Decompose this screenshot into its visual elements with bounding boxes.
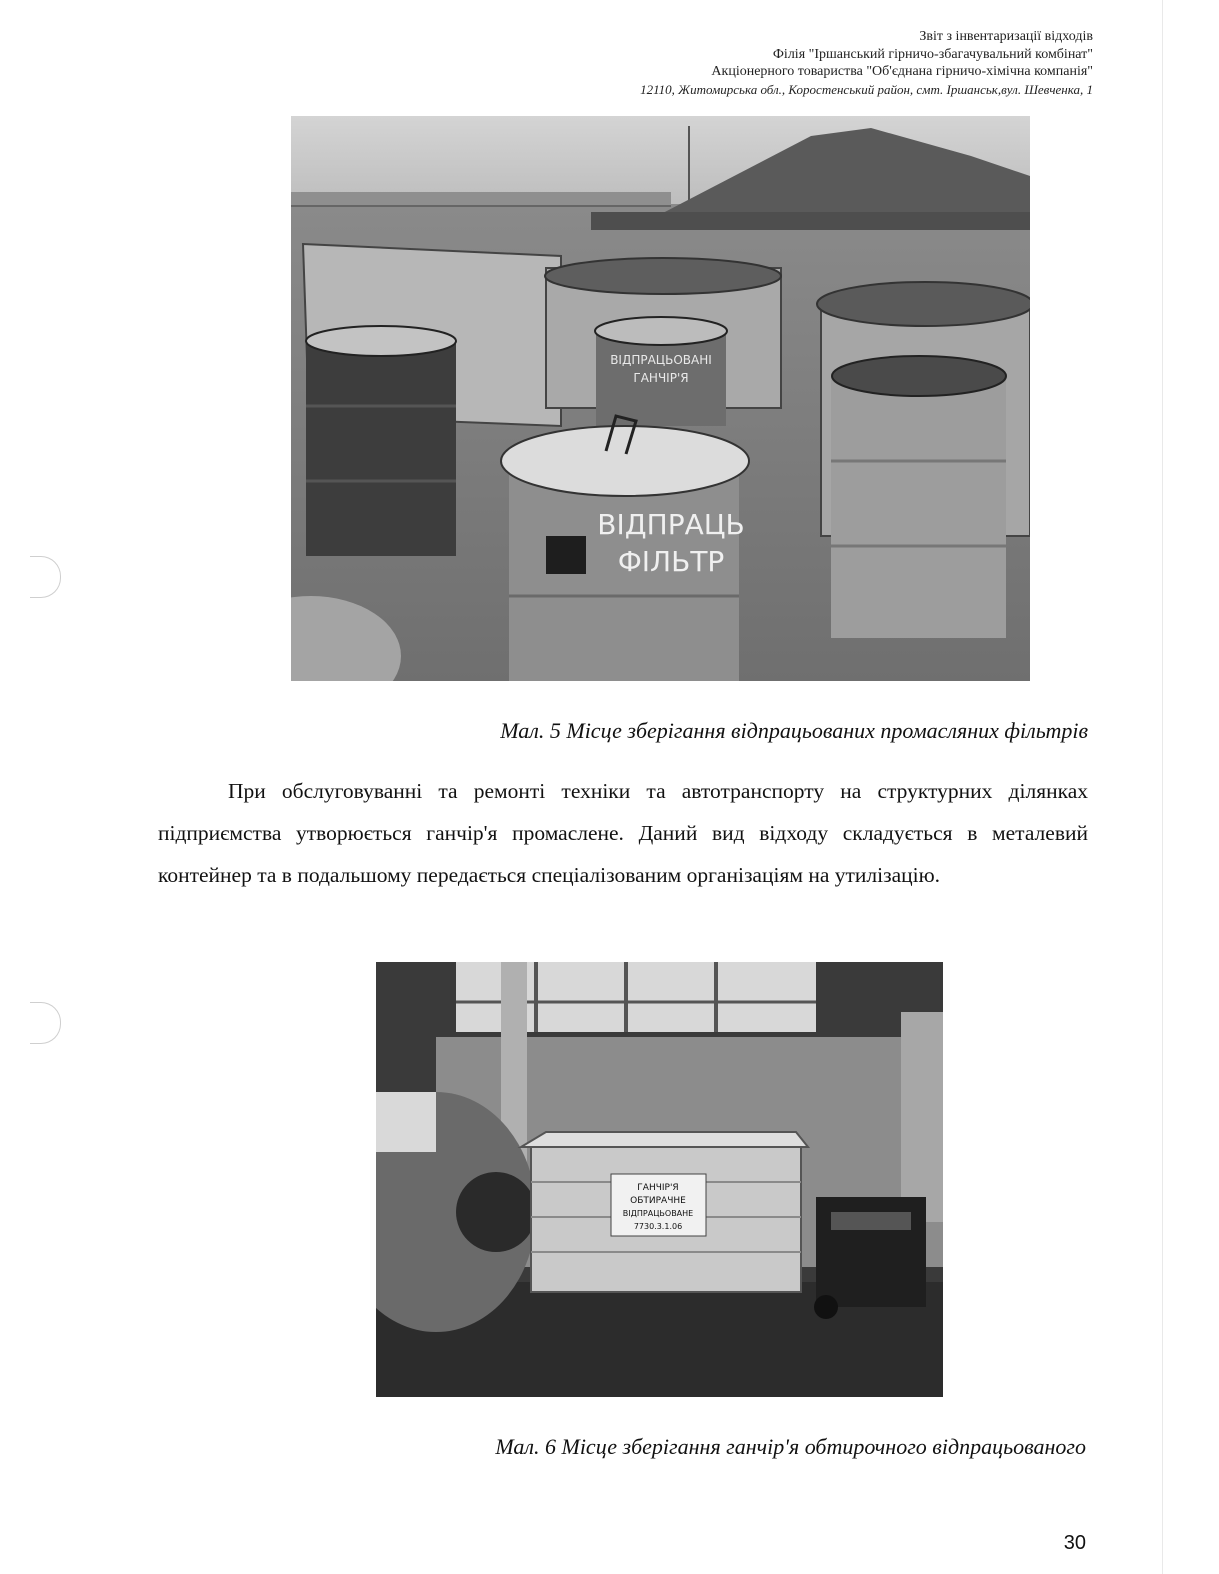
sign-line2: ОБТИРАЧНЕ (630, 1196, 686, 1206)
sign-line1: ГАНЧІР'Я (637, 1183, 679, 1193)
figure-6-photo (376, 962, 943, 1397)
paragraph-text: При обслуговуванні та ремонті техніки та автотранспорту на структурних ділянках підприємства утворюється ганчір'я промаслене. Даний вид відходу складується в металевий контейнер та в подальшому передається спеціалізованим організаціям на утилізацію. (158, 779, 1088, 887)
page-number: 30 (1063, 1532, 1086, 1554)
figure-6-caption: Мал. 6 Місце зберігання ганчір'я обтирочного відпрацьованого (495, 1434, 1086, 1459)
punch-hole (30, 556, 61, 598)
header-company: Акціонерного товариства "Об'єднана гірничо-хімічна компанія" (711, 64, 1093, 79)
figure-5-photo (291, 116, 1030, 681)
document-header (373, 28, 1093, 98)
barrel-label-line2: ГАНЧІР'Я (633, 371, 689, 385)
sign-line3: ВІДПРАЦЬОВАНЕ (622, 1209, 694, 1218)
header-address: 12110, Житомирська обл., Коростенський район, смт. Іршанськ,вул. Шевченка, 1 (640, 81, 1093, 97)
barrel-label-line4: ФІЛЬТР (617, 545, 725, 578)
body-paragraph (158, 770, 1088, 896)
barrel-label-line3: ВІДПРАЦЬ (597, 508, 745, 541)
figure-5-caption: Мал. 5 Місце зберігання відпрацьованих промасляних фільтрів (500, 718, 1088, 743)
page-edge (1162, 0, 1163, 1574)
header-report-title: Звіт з інвентаризації відходів (919, 29, 1093, 44)
punch-hole (30, 1002, 61, 1044)
header-branch: Філія "Іршанський гірничо-збагачувальний комбінат" (772, 46, 1093, 62)
barrel-label-line1: ВІДПРАЦЬОВАНІ (610, 353, 712, 367)
sign-line4: 7730.3.1.06 (633, 1222, 683, 1231)
